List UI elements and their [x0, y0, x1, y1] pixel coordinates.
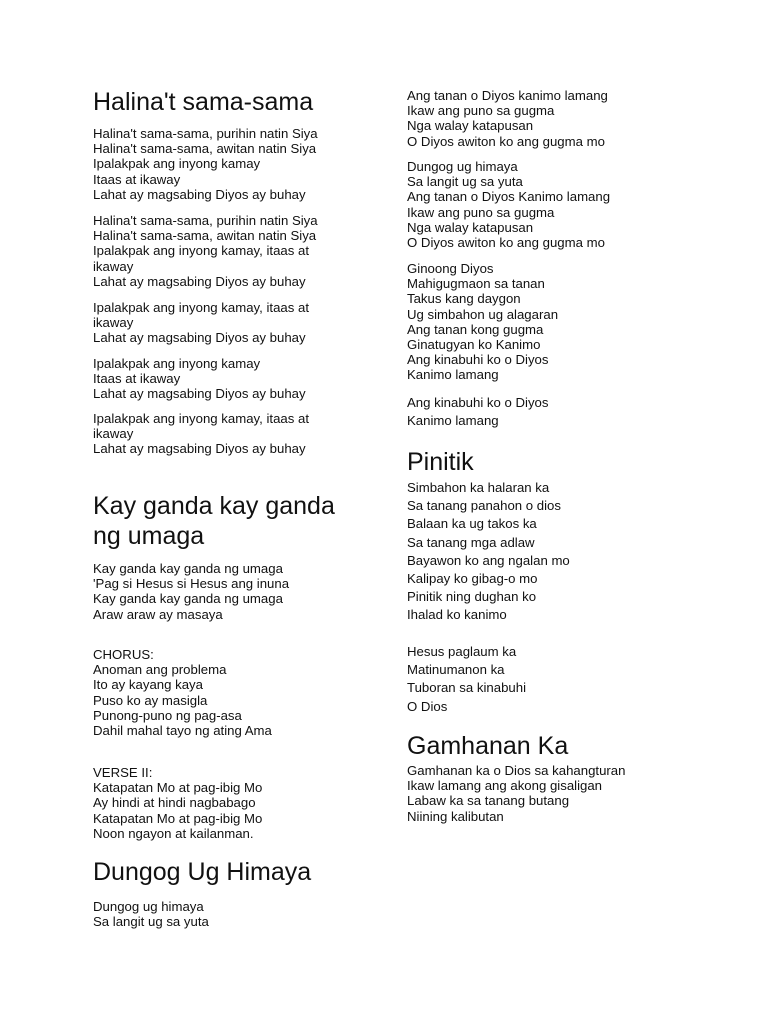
- lyric-line: Bayawon ko ang ngalan mo: [407, 552, 570, 568]
- lyric-line: Balaan ka ug takos ka: [407, 516, 537, 532]
- lyric-line: Ang tanan o Diyos Kanimo lamang: [407, 189, 611, 205]
- lyric-line: Katapatan Mo at pag-ibig Mo: [93, 810, 263, 826]
- lyric-line: Sa langit ug sa yuta: [93, 914, 209, 930]
- lyric-line: Itaas at ikaway: [93, 371, 181, 387]
- lyric-line: Katapatan Mo at pag-ibig Mo: [93, 780, 263, 796]
- title-line: ng umaga: [93, 522, 205, 550]
- lyric-line: Takus kang daygon: [407, 291, 521, 307]
- lyric-line: Ang kinabuhi ko o Diyos: [407, 395, 549, 410]
- lyric-line: Araw araw ay masaya: [93, 606, 223, 622]
- lyric-line: Tuboran sa kinabuhi: [407, 680, 527, 696]
- lyric-line: Sa tanang mga adlaw: [407, 534, 535, 550]
- song-title-gamhanan: Gamhanan Ka: [407, 732, 569, 760]
- song-title-kayganda: [93, 491, 335, 551]
- lyric-line: Punong-puno ng pag-asa: [93, 707, 242, 723]
- lyric-line: Ikaw ang puno sa gugma: [407, 204, 555, 220]
- lyric-line: Ikaw lamang ang akong gisaligan: [407, 778, 603, 794]
- halina-stanza-5: [93, 411, 309, 457]
- lyric-line: Kay ganda kay ganda ng umaga: [93, 561, 283, 576]
- gamhanan-lines: [407, 763, 625, 824]
- lyric-line: Noon ngayon at kailanman.: [93, 825, 254, 841]
- lyric-line: Ipalakpak ang inyong kamay: [93, 156, 261, 172]
- halina-stanza-1: [93, 126, 318, 202]
- dungog-cont-stanza-1: [407, 88, 608, 149]
- lyric-line: Kay ganda kay ganda ng umaga: [93, 591, 283, 607]
- lyric-line: Ipalakpak ang inyong kamay, itaas at: [93, 300, 310, 315]
- lyric-line: Sa tanang panahon o dios: [407, 498, 561, 514]
- lyric-line: Ginoong Diyos: [407, 261, 494, 276]
- lyric-line: Halina't sama-sama, purihin natin Siya: [93, 213, 318, 228]
- lyric-line: Lahat ay magsabing Diyos ay buhay: [93, 186, 306, 202]
- lyric-line: O Diyos awiton ko ang gugma mo: [407, 133, 605, 149]
- lyric-line: ikaway: [93, 258, 134, 274]
- dungog-cont-stanza-2: [407, 159, 610, 250]
- lyric-line: Anoman ang problema: [93, 662, 227, 678]
- kayganda-verse-1: [93, 561, 289, 622]
- lyric-line: Labaw ka sa tanang butang: [407, 793, 570, 809]
- lyric-line: Mahigugmaon sa tanan: [407, 276, 545, 292]
- lyric-line: Kalipay ko gibag-o mo: [407, 571, 538, 587]
- lyric-line: Nga walay katapusan: [407, 219, 534, 235]
- dungog-lines: [93, 899, 209, 929]
- lyric-line: Halina't sama-sama, purihin natin Siya: [93, 126, 318, 141]
- lyric-line: Matinumanon ka: [407, 662, 505, 678]
- lyric-line: Halina't sama-sama, awitan natin Siya: [93, 228, 317, 244]
- lyric-line: Ang tanan kong gugma: [407, 321, 544, 337]
- lyric-line: Lahat ay magsabing Diyos ay buhay: [93, 441, 306, 457]
- lyric-line: Ang kinabuhi ko o Diyos: [407, 352, 549, 368]
- lyric-line: Pinitik ning dughan ko: [407, 589, 537, 605]
- song-title-halina: Halina't sama-sama: [93, 88, 314, 116]
- lyric-line: Kanimo lamang: [407, 367, 499, 383]
- lyric-line: Ug simbahon ug alagaran: [407, 306, 559, 322]
- lyric-line: Lahat ay magsabing Diyos ay buhay: [93, 386, 306, 402]
- lyric-line: Nga walay katapusan: [407, 118, 534, 134]
- pinitik-stanza-2: [407, 643, 526, 716]
- lyric-line: Ipalakpak ang inyong kamay, itaas at: [93, 243, 310, 259]
- lyric-line: Ipalakpak ang inyong kamay, itaas at: [93, 411, 310, 426]
- pinitik-stanza-1: [407, 479, 570, 625]
- kayganda-chorus: [93, 647, 272, 738]
- lyric-line: ikaway: [93, 315, 134, 331]
- lyric-line: O Dios: [407, 698, 448, 714]
- lyric-line: Ang tanan o Diyos kanimo lamang: [407, 88, 608, 103]
- lyric-line: Sa langit ug sa yuta: [407, 174, 523, 190]
- lyric-line: Dahil mahal tayo ng ating Ama: [93, 723, 272, 739]
- halina-stanza-2: [93, 213, 318, 289]
- lyric-line: ikaway: [93, 426, 134, 442]
- lyric-line: Ipalakpak ang inyong kamay: [93, 356, 261, 371]
- lyric-line: Ihalad ko kanimo: [407, 607, 507, 623]
- right-column: [407, 0, 707, 1024]
- lyric-line: Niining kalibutan: [407, 808, 504, 824]
- section-label: VERSE II:: [93, 765, 153, 780]
- lyric-line: Ikaw ang puno sa gugma: [407, 103, 555, 119]
- halina-stanza-4: [93, 356, 306, 402]
- lyric-line: Ay hindi at hindi nagbabago: [93, 795, 256, 811]
- lyric-line: 'Pag si Hesus si Hesus ang inuna: [93, 576, 290, 592]
- dungog-cont-stanza-3: [407, 261, 558, 383]
- lyric-line: Simbahon ka halaran ka: [407, 480, 550, 495]
- lyric-line: Lahat ay magsabing Diyos ay buhay: [93, 273, 306, 289]
- lyric-line: Dungog ug himaya: [93, 899, 204, 914]
- lyric-line: Kanimo lamang: [407, 413, 499, 429]
- halina-stanza-3: [93, 300, 309, 346]
- lyric-line: Itaas at ikaway: [93, 171, 181, 187]
- lyric-line: Ito ay kayang kaya: [93, 677, 203, 693]
- lyric-line: Dungog ug himaya: [407, 159, 518, 174]
- song-title-pinitik: Pinitik: [407, 448, 474, 476]
- lyric-line: Lahat ay magsabing Diyos ay buhay: [93, 330, 306, 346]
- song-title-dungog: Dungog Ug Himaya: [93, 858, 312, 886]
- title-line: Kay ganda kay ganda: [93, 492, 335, 520]
- lyric-line: Ginatugyan ko Kanimo: [407, 337, 541, 353]
- lyric-line: Puso ko ay masigla: [93, 692, 208, 708]
- dungog-cont-stanza-4: [407, 394, 548, 430]
- left-column: [93, 0, 373, 1024]
- kayganda-verse-2: [93, 765, 262, 841]
- lyric-line: Hesus paglaum ka: [407, 644, 517, 659]
- lyric-line: O Diyos awiton ko ang gugma mo: [407, 235, 605, 251]
- section-label: CHORUS:: [93, 647, 154, 662]
- lyric-line: Halina't sama-sama, awitan natin Siya: [93, 141, 317, 157]
- lyric-line: Gamhanan ka o Dios sa kahangturan: [407, 763, 626, 778]
